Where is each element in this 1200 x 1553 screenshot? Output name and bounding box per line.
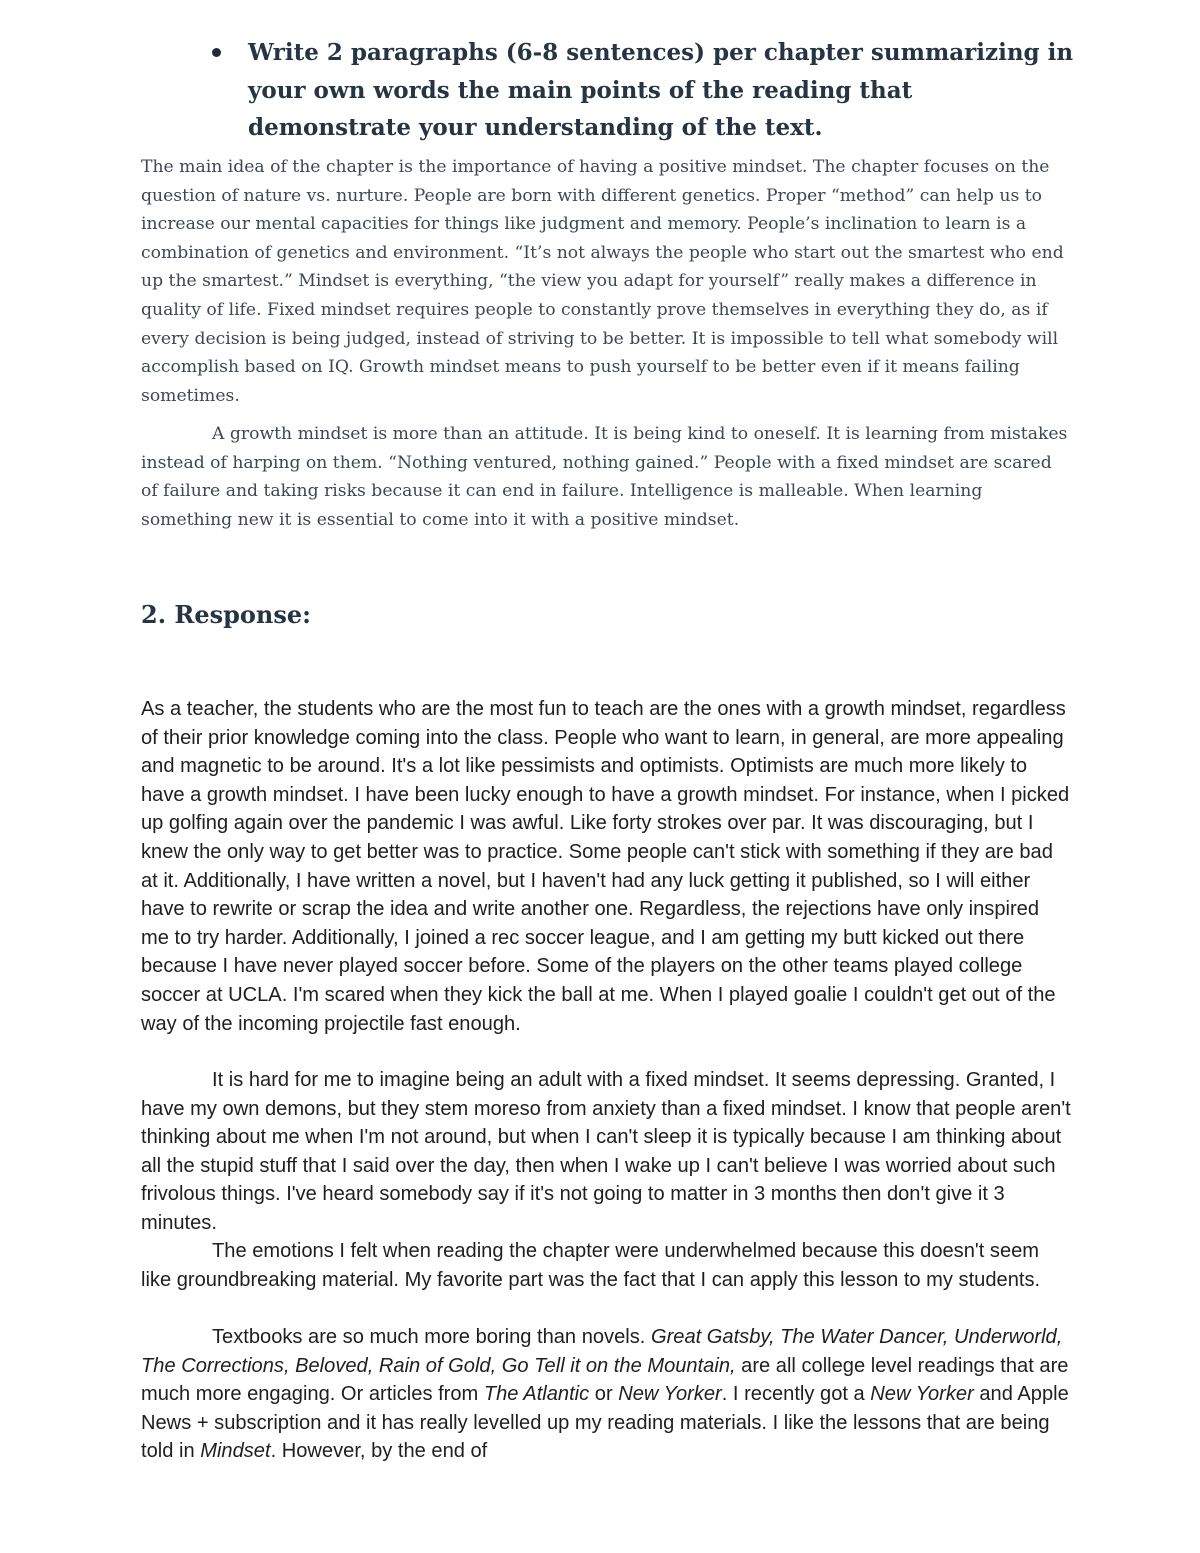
bullet-dot-icon: [212, 48, 221, 57]
magazine-title-italic: New Yorker: [870, 1383, 974, 1406]
response-paragraph-3: The emotions I felt when reading the chapter were underwhelmed because this doesn't seem like groundbreaking material. My favorite part was the fact that I can apply this lesson to my students.: [141, 1240, 1041, 1291]
response-heading: 2. Response:: [141, 600, 312, 629]
response-paragraph-4: [141, 1323, 1071, 1466]
summary-paragraph-1: The main idea of the chapter is the importance of having a positive mindset. The chapter focuses on the question of nature vs. nurture. People are born with different genetics. Proper “method” can help us to increase our mental capacities for things like judgment and memory. People’s inclination to learn is a combination of genetics and environment. “It’s not always the people who start out the smartest who end up the smartest.” Mindset is everything, “the view you adapt for yourself” really makes a difference in quality of life. Fixed mindset requires people to constantly prove themselves in everything they do, as if every decision is being judged, instead of striving to be better. It is impossible to tell what somebody will accomplish based on IQ. Growth mindset means to push yourself to be better even if it means failing sometimes.: [141, 157, 1064, 406]
paragraph-4-text: or: [589, 1383, 619, 1406]
paragraph-4-text: Textbooks are so much more boring than novels.: [212, 1326, 651, 1348]
paragraph-4-text: . However, by the end of: [270, 1440, 488, 1463]
paragraph-4-text: . I recently got a: [721, 1383, 871, 1406]
magazine-title-italic: The Atlantic: [483, 1383, 590, 1406]
book-list-italic: Great Gatsby, The Water Dancer, Underworld, The Corrections, Beloved, Rain of Gold, Go Tell it on the Mountain,: [141, 1326, 1063, 1377]
paragraph-4-text: and Apple News + subscription and it has really levelled up my reading materials. I like the lessons that are being told in: [141, 1383, 1069, 1463]
book-title-italic: Mindset: [200, 1440, 271, 1463]
magazine-title-italic: New Yorker: [618, 1383, 722, 1406]
response-paragraph-1: As a teacher, the students who are the most fun to teach are the ones with a growth mindset, regardless of their prior knowledge coming into the class. People who want to learn, in general, are more appealing and magnetic to be around. It's a lot like pessimists and optimists. Optimists are much more likely to have a growth mindset. I have been lucky enough to have a growth mindset. For instance, when I picked up golfing again over the pandemic I was awful. Like forty strokes over par. It was discouraging, but I knew the only way to get better was to practice. Some people can't stick with something if they are bad at it. Additionally, I have written a novel, but I haven't had any luck getting it published, so I will either have to rewrite or scrap the idea and write another one. Regardless, the rejections have only inspired me to try harder. Additionally, I joined a rec soccer league, and I am getting my butt kicked out there because I have never played soccer before. Some of the players on the other teams played college soccer at UCLA. I'm scared when they kick the ball at me. When I played goalie I couldn't get out of the way of the incoming projectile fast enough.: [141, 698, 1070, 1035]
response-paragraph-2: It is hard for me to imagine being an adult with a fixed mindset. It seems depressing. Granted, I have my own demons, but they stem moreso from anxiety than a fixed mindset. I know that people aren't thinking about me when I'm not around, but when I can't sleep it is typically because I am thinking about all the stupid stuff that I said over the day, then when I wake up I can't believe I was worried about such frivolous things. I've heard somebody say if it's not going to matter in 3 months then don't give it 3 minutes.: [141, 1069, 1071, 1234]
paragraph-4-text: are all college level readings that are much more engaging. Or articles from: [141, 1354, 1069, 1406]
summary-paragraph-2: A growth mindset is more than an attitude. It is being kind to oneself. It is learning from mistakes instead of harping on them. “Nothing ventured, nothing gained.” People with a fixed mindset are scared of failure and taking risks because it can end in failure. Intelligence is malleable. When learning something new it is essential to come into it with a positive mindset.: [141, 424, 1068, 530]
assignment-prompt-text: Write 2 paragraphs (6-8 sentences) per chapter summarizing in your own words the main points of the reading that demonstrate your understanding of the text.: [248, 39, 1074, 141]
